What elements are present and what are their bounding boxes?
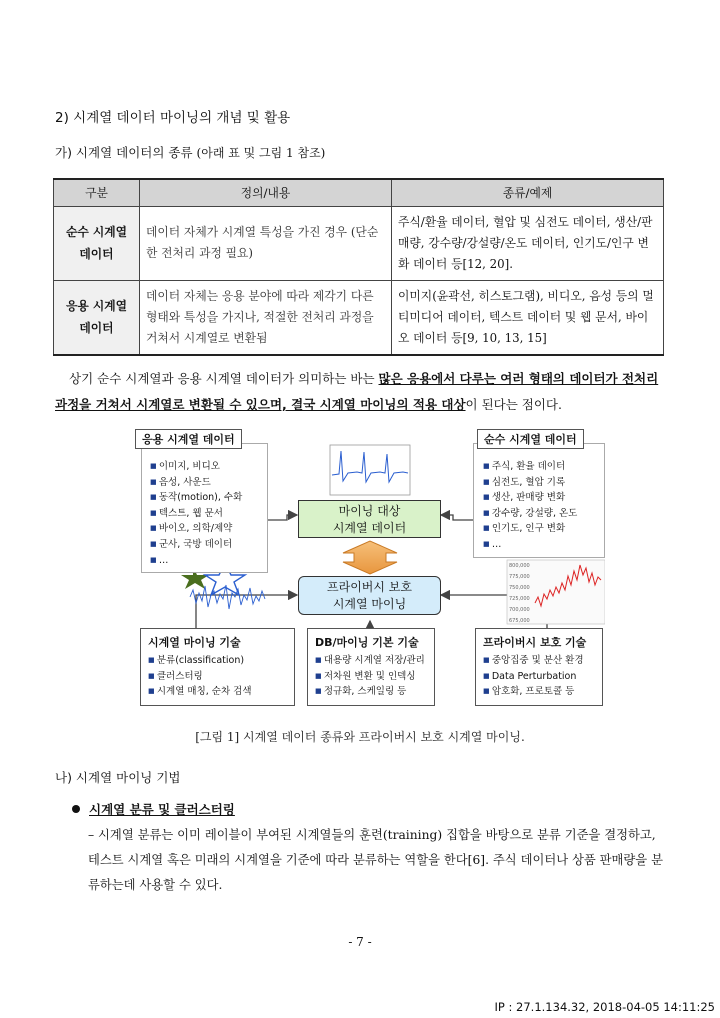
bullet-dot-icon [72,805,80,813]
figure-caption: [그림 1] 시계열 데이터 종류와 프라이버시 보호 시계열 마이닝. [195,730,525,744]
bullet-title: 시계열 분류 및 클러스터링 [89,802,235,817]
paragraph-text: 이 된다는 점이다. [465,397,562,412]
target-data-box [298,500,441,538]
pure-item: ■ 인기도, 인구 변화 [483,521,604,537]
table-header: 종류/예제 [392,179,664,206]
stock-axis-label: 775,000 [509,574,530,580]
db-tech-item: ■ 정규화, 스케일링 등 [315,684,434,700]
ip-stamp: IP : 27.1.134.32, 2018-04-05 14:11:25 [494,1000,715,1014]
connector-tech1 [196,595,297,630]
subsection-a-note: (아래 표 및 그림 1 참조) [196,146,326,160]
mining-tech-box [140,628,295,706]
applied-item: ■ 텍스트, 웹 문서 [150,506,267,522]
mining-tech-item: ■ 클러스터링 [148,669,294,685]
pure-data-box [473,443,605,558]
stock-axis-label: 675,000 [509,618,530,624]
mining-tech-item: ■ 분류(classification) [148,653,294,669]
subsection-b-heading: 나) 시계열 마이닝 기법 [55,770,181,785]
privacy-tech-item: ■ Data Perturbation [483,669,602,685]
paragraph-text: 상기 순수 시계열과 응용 시계열 데이터가 의미하는 바는 [69,371,379,386]
paragraph-emphasis: 많은 응용에서 다루는 여러 형태의 데이터가 전처리 과정을 거쳐서 시계열로 변환될 수 있으며, 결국 시계열 마이닝의 적용 대상 [55,371,659,412]
applied-data-box [141,443,268,573]
db-tech-box [307,628,435,706]
db-tech-item: ■ 저차원 변환 및 인덱싱 [315,669,434,685]
mining-tech-title: 시계열 마이닝 기술 [148,636,241,649]
page-number: - 7 - [348,935,372,949]
privacy-tech-item: ■ 중앙집중 및 분산 환경 [483,653,602,669]
target-line: 시계열 데이터 [332,521,407,535]
target-line: 마이닝 대상 [338,504,401,518]
pure-item: ■ 심전도, 혈압 기록 [483,475,604,491]
applied-item: ■ 동작(motion), 수화 [150,490,267,506]
privacy-tech-item: ■ 암호화, 프로토콜 등 [483,684,602,700]
data-type-table [53,178,664,356]
pure-item: ■ … [483,537,604,553]
subsection-a-title: 가) 시계열 데이터의 종류 [55,145,193,160]
stock-axis-label: 800,000 [509,563,530,569]
applied-data-title: 응용 시계열 데이터 [135,429,242,449]
table-row [54,206,664,280]
figure-1 [135,425,605,710]
category-line: 데이터 [79,247,114,261]
pure-item: ■ 주식, 환율 데이터 [483,459,604,475]
table-cell-examples: 이미지(윤곽선, 히스토그램), 비디오, 음성 등의 멀티미디어 데이터, 텍스트 데이터 및 웹 문서, 바이오 데이터 등[9, 10, 13, 15] [392,280,664,355]
category-line: 응용 시계열 [65,299,128,313]
stock-chart-frame [507,560,605,624]
applied-item: ■ … [150,553,267,569]
connector-applied-to-target [268,515,297,520]
table-cell-category [54,280,140,355]
section-heading: 2) 시계열 데이터 마이닝의 개념 및 활용 [55,110,291,126]
table-cell-examples: 주식/환율 데이터, 혈압 및 심전도 데이터, 생산/판매량, 강수량/강설량/온도 데이터, 인기도/인구 변화 데이터 등[12, 20]. [392,206,664,280]
pure-item: ■ 생산, 판매량 변화 [483,490,604,506]
privacy-mining-box [298,576,441,615]
table-cell-category [54,206,140,280]
table-cell-definition: 데이터 자체는 응용 분야에 따라 제각기 다른 형태와 특성을 가지나, 적절한 전처리 과정을 거쳐서 시계열로 변환됨 [140,280,392,355]
table-cell-definition: 데이터 자체가 시계열 특성을 가진 경우 (단순한 전처리 과정 필요) [140,206,392,280]
stock-axis-label: 725,000 [509,596,530,602]
applied-item: ■ 음성, 사운드 [150,475,267,491]
table-row [54,280,664,355]
applied-item: ■ 이미지, 비디오 [150,459,267,475]
bullet-heading [72,800,235,818]
connector-pure-to-target [441,515,473,520]
stock-axis-label: 700,000 [509,607,530,613]
mining-tech-item: ■ 시계열 매칭, 순차 검색 [148,684,294,700]
category-line: 순수 시계열 [65,225,128,239]
privacy-tech-box [475,628,603,706]
table-header-row [54,179,664,206]
applied-item: ■ 군사, 국방 데이터 [150,537,267,553]
subsection-a-heading [55,143,325,161]
pure-data-title: 순수 시계열 데이터 [477,429,584,449]
privacy-mining-line: 시계열 마이닝 [332,597,407,611]
db-tech-item: ■ 대용량 시계열 저장/관리 [315,653,434,669]
category-line: 데이터 [79,321,114,335]
table-header: 정의/내용 [140,179,392,206]
privacy-tech-title: 프라이버시 보호 기술 [483,636,587,649]
applied-item: ■ 바이오, 의학/제약 [150,521,267,537]
dash-paragraph: – 시계열 분류는 이미 레이블이 부여된 시계열들의 훈련(training) 집합을 바탕으로 분류 기준을 결정하고, 테스트 시계열 혹은 미래의 시계열을 기준에 따라 분류하는 역할을 한다[6]. 주식 데이터나 상품 판매량을 분류하는데 사용할 수 있다. [88,828,663,892]
double-arrow-icon [343,541,397,574]
pure-item: ■ 강수량, 강설량, 온도 [483,506,604,522]
privacy-mining-line: 프라이버시 보호 [327,580,412,594]
table-header: 구분 [54,179,140,206]
db-tech-title: DB/마이닝 기본 기술 [315,636,419,649]
stock-axis-label: 750,000 [509,585,530,591]
summary-paragraph [55,366,668,418]
